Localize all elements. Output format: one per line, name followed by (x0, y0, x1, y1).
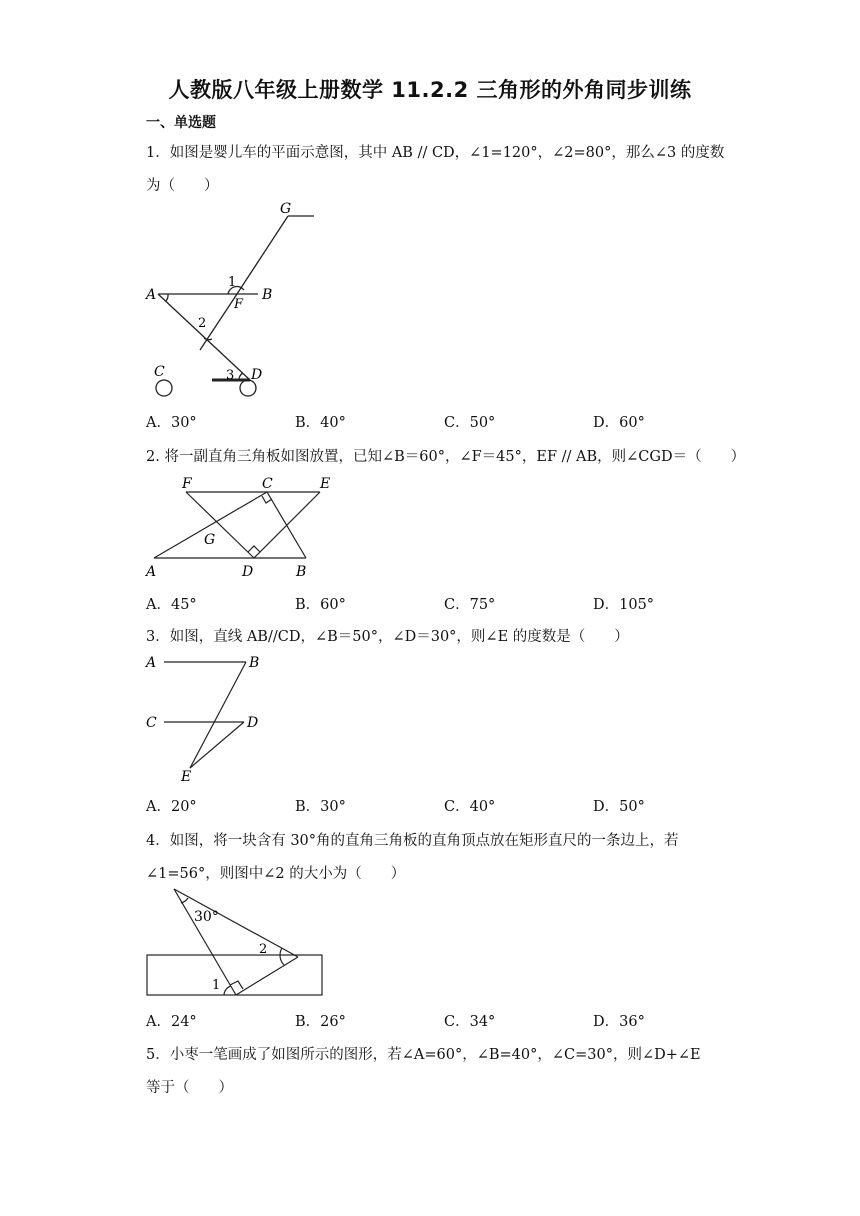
question-2-figure (140, 472, 340, 582)
label-C: C (154, 364, 165, 380)
q3-option-a[interactable]: A．20° (146, 799, 197, 815)
question-5-text: 5．小枣一笔画成了如图所示的图形，若∠A=60°，∠B=40°，∠C=30°，则∠D+∠E (146, 1047, 701, 1063)
label-B: B (249, 655, 260, 671)
label-F: F (234, 297, 244, 312)
q2-option-c[interactable]: C．75° (444, 597, 496, 613)
question-1-text-cont: 为（ ） (146, 178, 219, 194)
q4-option-a[interactable]: A．24° (146, 1014, 197, 1030)
angle-30-label: 30° (194, 909, 219, 925)
q3-option-d[interactable]: D．50° (593, 799, 645, 815)
label-F: F (182, 476, 192, 492)
question-3-text: 3．如图，直线 AB//CD，∠B＝50°，∠D＝30°，则∠E 的度数是（ ） (146, 629, 629, 645)
q1-option-c[interactable]: C．50° (444, 415, 496, 431)
label-3: 3 (226, 368, 235, 383)
section-heading: 一、单选题 (146, 115, 216, 131)
question-1-text: 1．如图是婴儿车的平面示意图，其中 AB // CD，∠1=120°，∠2=80°，那么∠3 的度数 (146, 145, 725, 161)
label-C: C (262, 476, 273, 492)
label-A: A (146, 287, 157, 303)
question-4-text-cont: ∠1=56°，则图中∠2 的大小为（ ） (146, 866, 406, 882)
label-B: B (296, 564, 307, 580)
q1-option-a[interactable]: A．30° (146, 415, 197, 431)
label-G: G (204, 532, 216, 548)
label-D: D (247, 715, 259, 731)
label-G: G (280, 201, 292, 217)
label-B: B (262, 287, 273, 303)
q4-option-d[interactable]: D．36° (593, 1014, 645, 1030)
label-A: A (146, 655, 157, 671)
q3-option-b[interactable]: B．30° (295, 799, 346, 815)
q2-option-a[interactable]: A．45° (146, 597, 197, 613)
q2-option-d[interactable]: D．105° (593, 597, 655, 613)
question-3-figure (140, 650, 280, 785)
question-2-text: 2. 将一副直角三角板如图放置，已知∠B＝60°，∠F＝45°，EF // AB，则∠CGD＝（ ） (146, 449, 746, 465)
q1-option-d[interactable]: D．60° (593, 415, 645, 431)
label-2: 2 (259, 942, 268, 957)
label-2: 2 (198, 316, 207, 331)
q2-option-b[interactable]: B．60° (295, 597, 346, 613)
label-1: 1 (228, 275, 237, 290)
label-D: D (242, 564, 254, 580)
label-E: E (320, 476, 331, 492)
label-C: C (146, 715, 157, 731)
question-4-text: 4．如图，将一块含有 30°角的直角三角板的直角顶点放在矩形直尺的一条边上，若 (146, 833, 679, 849)
question-4-figure (140, 885, 340, 1000)
q4-option-b[interactable]: B．26° (295, 1014, 346, 1030)
label-A: A (146, 564, 157, 580)
q3-option-c[interactable]: C．40° (444, 799, 496, 815)
label-E: E (181, 769, 192, 785)
label-1: 1 (212, 978, 221, 993)
q1-option-b[interactable]: B．40° (295, 415, 346, 431)
q4-option-c[interactable]: C．34° (444, 1014, 496, 1030)
question-5-text-cont: 等于（ ） (146, 1080, 233, 1096)
question-1-figure (140, 200, 330, 400)
page-title: 人教版八年级上册数学 11.2.2 三角形的外角同步训练 (168, 78, 692, 102)
label-D: D (251, 367, 263, 383)
